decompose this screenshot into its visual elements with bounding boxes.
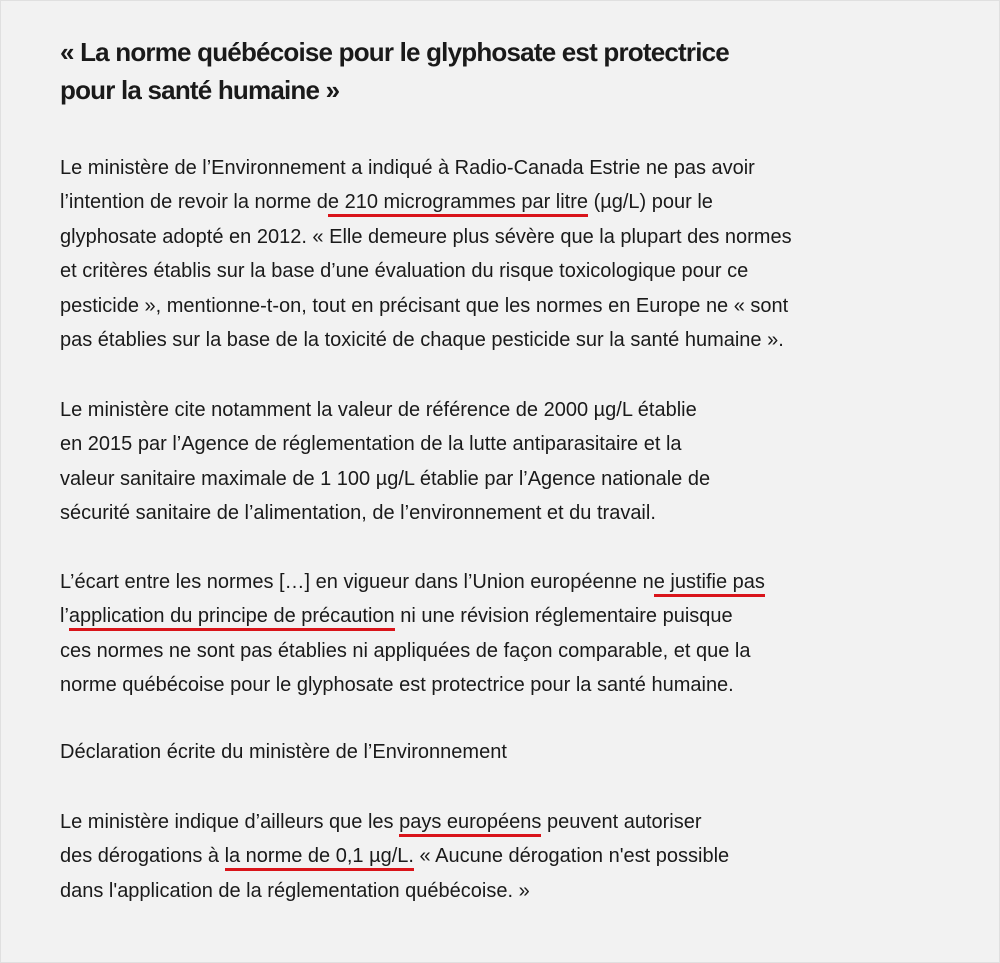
text-segment: Déclaration écrite du ministère de l’Environnement bbox=[60, 741, 507, 763]
section-heading bbox=[60, 33, 729, 109]
red-underline-highlight: e justifie pas bbox=[654, 571, 765, 597]
text-line bbox=[60, 323, 792, 357]
heading-line: « La norme québécoise pour le glyphosate est protectrice bbox=[60, 37, 729, 67]
text-segment: « Aucune dérogation n'est possible bbox=[413, 845, 730, 868]
text-segment: peuvent autoriser bbox=[541, 811, 702, 833]
text-line bbox=[60, 185, 792, 219]
text-segment: ni une révision réglementaire puisque bbox=[394, 605, 733, 628]
text-segment: Le ministère de l’Environnement a indiqué à Radio-Canada Estrie ne pas avoir bbox=[60, 157, 755, 179]
text-line bbox=[60, 735, 507, 769]
text-line bbox=[60, 254, 792, 288]
red-underline-highlight: pays européens bbox=[399, 811, 541, 837]
text-segment: en 2015 par l’Agence de réglementation de la lutte antiparasitaire et la bbox=[60, 433, 682, 456]
text-line bbox=[60, 565, 765, 599]
paragraph-ministry-statement bbox=[60, 151, 792, 357]
text-line bbox=[60, 496, 710, 530]
text-segment: Le ministère cite notamment la valeur de référence de 2000 µg/L établie bbox=[60, 399, 697, 421]
text-segment: l’intention de revoir la norme d bbox=[60, 191, 328, 214]
paragraph-quote bbox=[60, 565, 765, 703]
text-line bbox=[60, 874, 729, 908]
text-line bbox=[60, 805, 729, 839]
text-segment: sécurité sanitaire de l’alimentation, de l’environnement et du travail. bbox=[60, 502, 656, 525]
text-line bbox=[60, 151, 792, 185]
heading-line: pour la santé humaine » bbox=[60, 75, 340, 105]
red-underline-highlight: e 210 microgrammes par litre bbox=[328, 191, 588, 217]
text-line bbox=[60, 462, 710, 496]
red-underline-highlight: la norme de 0,1 µg/L. bbox=[225, 845, 414, 871]
text-line bbox=[60, 599, 765, 633]
text-line bbox=[60, 220, 792, 254]
paragraph-derogations bbox=[60, 805, 729, 908]
text-line bbox=[60, 289, 792, 323]
text-segment: pesticide », mentionne-t-on, tout en précisant que les normes en Europe ne « sont bbox=[60, 294, 789, 317]
text-segment: l’ bbox=[60, 605, 69, 628]
text-segment: et critères établis sur la base d’une évaluation du risque toxicologique pour ce bbox=[60, 260, 749, 283]
text-segment: ces normes ne sont pas établies ni appliquées de façon comparable, et que la bbox=[60, 639, 751, 662]
text-line bbox=[60, 427, 710, 461]
text-line bbox=[60, 634, 765, 668]
red-underline-highlight: application du principe de précaution bbox=[69, 605, 395, 631]
text-segment: dans l'application de la réglementation québécoise. » bbox=[60, 879, 530, 902]
text-segment: (µg/L) pour le bbox=[588, 191, 713, 214]
text-segment: Le ministère indique d’ailleurs que les bbox=[60, 811, 400, 833]
text-segment: L’écart entre les normes […] en vigueur dans l’Union européenne n bbox=[60, 571, 654, 593]
text-segment: pas établies sur la base de la toxicité de chaque pesticide sur la santé humaine ». bbox=[60, 329, 784, 352]
text-line bbox=[60, 668, 765, 702]
text-segment: glyphosate adopté en 2012. « Elle demeure plus sévère que la plupart des normes bbox=[60, 225, 792, 248]
text-line bbox=[60, 393, 710, 427]
text-segment: des dérogations à bbox=[60, 845, 225, 868]
text-segment: valeur sanitaire maximale de 1 100 µg/L établie par l’Agence nationale de bbox=[60, 467, 711, 490]
paragraph-reference-values bbox=[60, 393, 710, 531]
paragraph-attribution bbox=[60, 735, 507, 769]
text-segment: norme québécoise pour le glyphosate est protectrice pour la santé humaine. bbox=[60, 674, 734, 697]
text-line bbox=[60, 839, 729, 873]
